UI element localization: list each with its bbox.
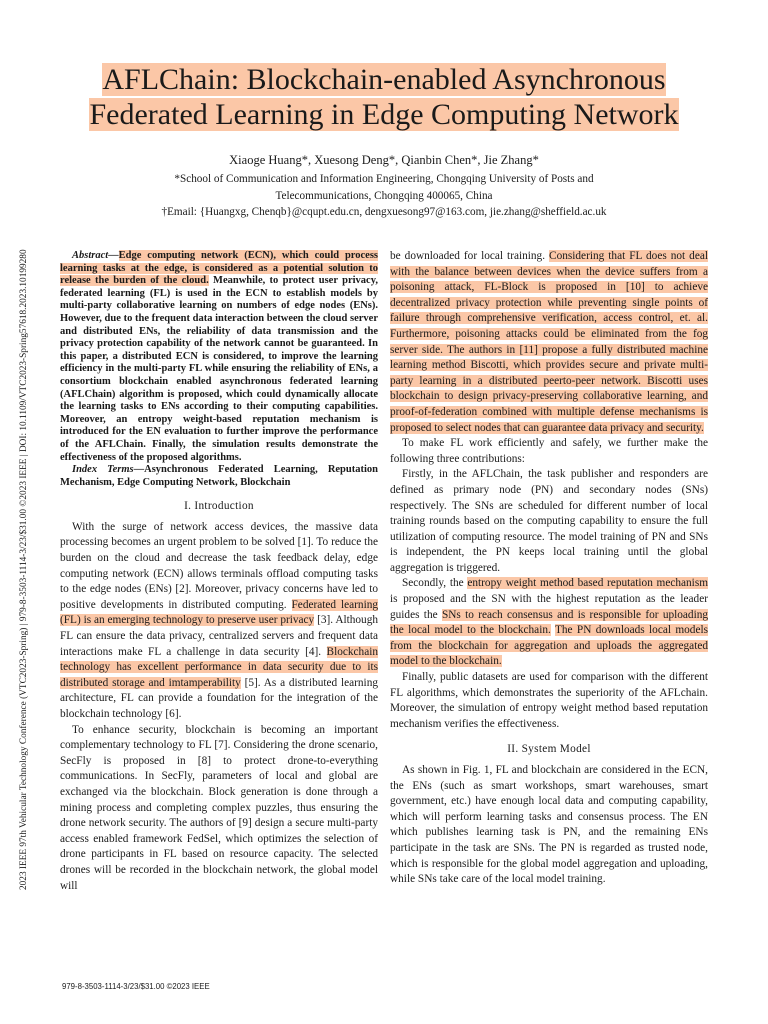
affiliation: [80, 171, 688, 204]
intro-p5-text-b: is proposed and the SN with the highest reputation as the leader guides the: [390, 593, 708, 621]
left-column: [60, 250, 378, 894]
sidebar-citation: 2023 IEEE 97th Vehicular Technology Conference (VTC2023-Spring) | 979-8-3503-1114-3/23/$31.00 ©2023 IEEE | DOI: 10.1109/VTC2023-Spring57618.2023.10199280: [19, 249, 29, 890]
intro-p5-highlight-1: entropy weight method based reputation mechanism: [467, 577, 708, 590]
paper-title: [40, 62, 728, 132]
intro-p5-text-a: Secondly, the: [402, 577, 468, 590]
index-terms: [60, 464, 378, 489]
abstract-highlight: Edge computing network (ECN), which could process learning tasks at the edge, is considered as a potential solution to release the burden of the cloud.: [60, 250, 378, 287]
intro-p5-highlight-2: SNs to reach consensus and is responsible for uploading the local model to the blockchain.: [390, 608, 708, 637]
index-terms-text: Asynchronous Federated Learning, Reputation Mechanism, Edge Computing Network, Blockchain: [60, 464, 378, 488]
author-emails: †Email: {Huangxg, Chenqb}@cqupt.edu.cn, dengxuesong97@163.com, jie.zhang@sheffield.ac.uk: [161, 206, 607, 218]
title-line-1: AFLChain: Blockchain-enabled Asynchronous: [102, 63, 666, 96]
intro-p1-text-a: With the surge of network access devices, the massive data processing becomes an urgent problem to be solved [1]. To reduce the burden on the cloud and decrease the task feedback delay, edge computing network (ECN) allows terminals offload computing tasks to the edge nodes (ENs) [2]. Moreover, privacy concerns have led to positive developments in distributed computing.: [60, 520, 378, 611]
index-terms-dash: —: [133, 464, 145, 476]
intro-p2-cont-highlight-1: Considering that FL does not deal with the balance between devices when the device suffers from a poisoning attack, FL-Block is proposed in [10] to achieve decentralized privacy protection while preventing single points of failure through comprehensive verification, access control, et. al.: [390, 250, 709, 325]
intro-p2-cont-highlight-2: Furthermore, poisoning attacks could be eliminated from the fog server side. The authors in [11] propose a fully distributed machine learning method Biscotti, which provides secure and private multi-party learning in a distributed peerto-peer network. Biscotti uses blockchain to design privacy-preserving collaborative learning, and proof-of-federation combined with multiple defense mechanisms is proposed to select nodes that can guarantee data privacy and security.: [390, 327, 708, 434]
intro-p1-text-c: [5]. As a distributed learning architecture, FL can provide a foundation for the integration of the blockchain technology [6].: [60, 676, 378, 720]
intro-p1-highlight-2: Blockchain technology has excellent performance in data security due to its distributed storage and imtamperability: [60, 645, 378, 689]
intro-p1-text-b: [3]. Although FL can ensure the data privacy, centralized servers and frequent data interactions make FL a challenge in data security [4].: [60, 614, 378, 658]
author-list: Xiaoge Huang*, Xuesong Deng*, Qianbin Chen*, Jie Zhang*: [229, 153, 539, 167]
intro-paragraph-5: [390, 576, 708, 670]
intro-paragraph-1: [60, 520, 378, 723]
affiliation-line-2: Telecommunications, Chongqing 400065, China: [275, 189, 493, 202]
right-column: [390, 249, 708, 888]
intro-paragraph-6: Finally, public datasets are used for comparison with the different FL algorithms, which demonstrates the superiority of the AFLchain. Moreover, the simulation of entropy weight method based reputation mechanism verifies the effectiveness.: [390, 671, 708, 730]
abstract-dash: —: [108, 250, 119, 261]
publication-sidebar: [6, 150, 36, 890]
intro-p1-highlight-1: Federated learning (FL) is an emerging technology to preserve user privacy: [60, 598, 379, 627]
intro-p5-highlight-3: The PN downloads local models from the blockchain for aggregation and uploads the aggregated model to the blockchain.: [390, 624, 708, 668]
page-footer: 979-8-3503-1114-3/23/$31.00 ©2023 IEEE: [62, 982, 210, 991]
section-heading-introduction: I. Introduction: [184, 500, 254, 513]
index-terms-label: Index Terms: [72, 464, 134, 476]
intro-paragraph-2: To enhance security, blockchain is becoming an important complementary technology to FL [7]. Considering the drone scenario, SecFly is proposed in [8] to protect drone-to-everything communications. In SecFly, parameters of local and global are exchanged via the blockchain. Block generation is done through a mining process and completing complex puzzles, thus ensuring the drone network security. The authors of [9] design a secure multi-party access enabled framework FedSel, which optimizes the selection of drone participants in FL based on resource capacity. The selected drones will be recorded in the blockchain network, the global model will: [60, 723, 378, 892]
section-heading-system-model: II. System Model: [507, 743, 591, 756]
abstract: [60, 250, 378, 464]
title-line-2: Federated Learning in Edge Computing Network: [89, 98, 679, 131]
intro-paragraph-2-continued: [390, 249, 708, 436]
intro-p2-cont-text-a: be downloaded for local training.: [390, 250, 550, 262]
intro-paragraph-3: To make FL work efficiently and safely, we further make the following three contributions:: [390, 437, 708, 465]
abstract-text: Meanwhile, to protect user privacy, federated learning (FL) is used in the ECN to establish models by multi-party collaborative learning on numbers of edge nodes (ENs). However, due to the frequent data interaction between the cloud server and distributed ENs, the reliability of data transmission and the privacy protection capability of the network cannot be guaranteed. In this paper, a distributed ECN is considered, to improve the learning efficiency in the multi-party FL while ensuring the reliability of ENs, a consortium blockchain enabled asynchronous federated learning (AFLChain) algorithm is proposed, which could dynamically allocate the learning tasks to ENs according to their computing capabilities. Moreover, an entropy weight-based reputation mechanism is introduced for the EN evaluation to further improve the performance of the AFLChain. Finally, the simulation results demonstrate the effectiveness of the proposed algorithms.: [60, 275, 378, 463]
affiliation-line-1: *School of Communication and Information Engineering, Chongqing University of Posts and: [174, 173, 594, 185]
abstract-label: Abstract: [72, 250, 109, 261]
system-model-paragraph-1: As shown in Fig. 1, FL and blockchain are considered in the ECN, the ENs (such as smart workshops, smart warehouses, smart government, etc.) have enough local data and computing capability, which will perform learning tasks and consensus process. The EN which publishes learning task is PN, and the remaining ENs participate in the task are SNs. The PN is regarded as trusted node, which is responsible for the global model aggregation and uploading, while SNs take care of the local model training.: [390, 764, 708, 886]
intro-paragraph-4: Firstly, in the AFLChain, the task publisher and responders are defined as primary node (PN) and secondary nodes (SNs) respectively. The SNs are scheduled for different number of local training rounds based on the computing capability to ensure the full utilization of computing resource. The model training of PN and SNs is independent, the PN keeps local training until the global aggregation is triggered.: [390, 468, 708, 574]
